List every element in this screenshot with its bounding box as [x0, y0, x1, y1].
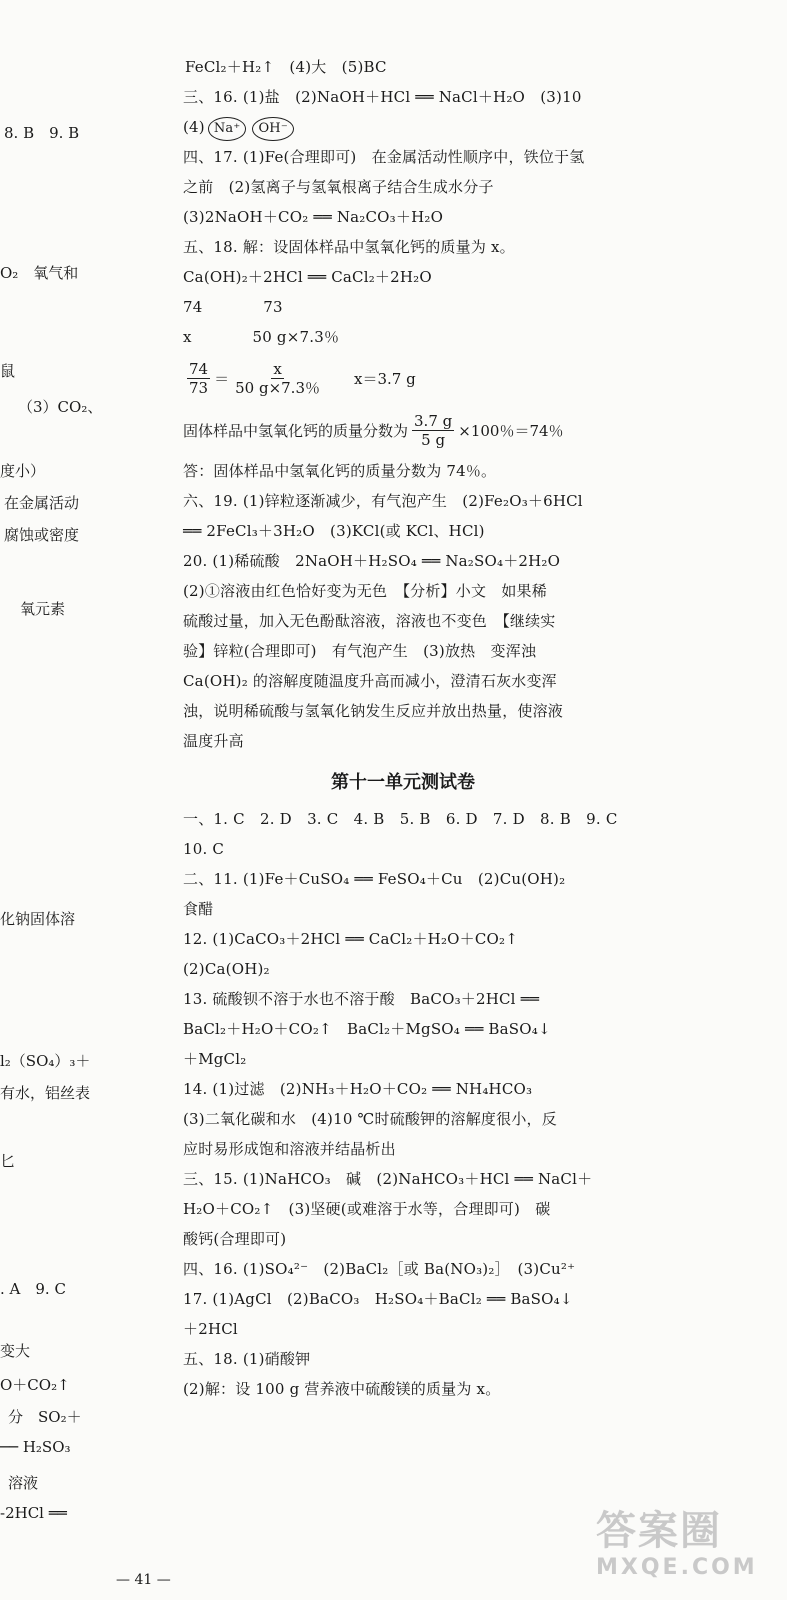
- hydroxide-ion-circle: OH⁻: [252, 117, 293, 141]
- left-fragment: ── H₂SO₃: [0, 1438, 71, 1456]
- sodium-ion-circle: Na⁺: [208, 117, 247, 141]
- answer-line: FeCl₂＋H₂↑ (4)大 (5)BC: [185, 58, 387, 76]
- left-fragment: （3）CO₂、: [18, 398, 103, 416]
- answer-line: 验】锌粒(合理即可) 有气泡产生 (3)放热 变浑浊: [183, 642, 537, 660]
- left-column-fragments: [0, 0, 130, 1600]
- equation-line: 74 73: [183, 298, 283, 316]
- left-fragment: 溶液: [8, 1474, 39, 1492]
- fraction-numerator: x: [273, 359, 282, 378]
- left-fragment: 在金属活动: [4, 494, 80, 512]
- answer-line: 应时易形成饱和溶液并结晶析出: [183, 1140, 396, 1158]
- answer-line: 六、19. (1)锌粒逐渐减少，有气泡产生 (2)Fe₂O₃＋6HCl: [183, 492, 583, 510]
- answer-line: 食醋: [183, 900, 214, 918]
- answer-line: 五、18. (1)硝酸钾: [183, 1350, 311, 1368]
- answer-line: ＋MgCl₂: [183, 1050, 247, 1068]
- fraction: [412, 412, 454, 449]
- answer-line: 13. 硫酸钡不溶于水也不溶于酸 BaCO₃＋2HCl ══: [183, 990, 540, 1008]
- left-fragment: 变大: [0, 1342, 31, 1360]
- left-fragment: 匕: [0, 1152, 16, 1170]
- answer-line: 浊，说明稀硫酸与氢氧化钠发生反应并放出热量，使溶液: [183, 702, 564, 720]
- answer-line: ══ 2FeCl₃＋3H₂O (3)KCl(或 KCl、HCl): [183, 522, 485, 540]
- page-number: — 41 —: [116, 1572, 171, 1588]
- answer-line: 20. (1)稀硫酸 2NaOH＋H₂SO₄ ══ Na₂SO₄＋2H₂O: [183, 552, 561, 570]
- answer-line: BaCl₂＋H₂O＋CO₂↑ BaCl₂＋MgSO₄ ══ BaSO₄↓: [183, 1020, 551, 1038]
- ion-prefix: (4): [183, 118, 205, 136]
- answer-line: 三、15. (1)NaHCO₃ 碱 (2)NaHCO₃＋HCl ══ NaCl＋: [183, 1170, 593, 1188]
- answer-line: (2)解：设 100 g 营养液中硫酸镁的质量为 x。: [183, 1380, 501, 1398]
- answer-line: (2)①溶液由红色恰好变为无色 【分析】小文 如果稀: [183, 582, 547, 600]
- mass-fraction-prefix: 固体样品中氢氧化钙的质量分数为: [183, 421, 409, 440]
- answer-line: 二、11. (1)Fe＋CuSO₄ ══ FeSO₄＋Cu (2)Cu(OH)₂: [183, 870, 566, 888]
- answer-line: 10. C: [183, 840, 225, 858]
- mass-fraction-line: [183, 404, 623, 456]
- fraction-denominator: 50 g×7.3％: [235, 378, 320, 397]
- answer-column: [183, 52, 623, 1404]
- ion-diagram-line: [183, 112, 623, 142]
- left-fragment: . A 9. C: [0, 1280, 66, 1298]
- answer-line: H₂O＋CO₂↑ (3)坚硬(或难溶于水等，合理即可) 碳: [183, 1200, 551, 1218]
- equation-line: x 50 g×7.3％: [183, 328, 340, 346]
- answer-line: (3)2NaOH＋CO₂ ══ Na₂CO₃＋H₂O: [183, 208, 444, 226]
- left-fragment: -2HCl ══: [0, 1504, 67, 1522]
- answer-line: 硫酸过量，加入无色酚酞溶液，溶液也不变色 【继续实: [183, 612, 556, 630]
- fraction-numerator: 3.7 g: [414, 411, 453, 430]
- left-fragment: O＋CO₂↑: [0, 1376, 70, 1394]
- answer-line: 之前 (2)氢离子与氢氧根离子结合生成水分子: [183, 178, 494, 196]
- left-fragment: 8. B 9. B: [4, 124, 80, 142]
- left-fragment: 化钠固体溶: [0, 910, 76, 928]
- section-title: 第十一单元测试卷: [331, 772, 475, 793]
- answer-line: 答：固体样品中氢氧化钙的质量分数为 74％。: [183, 462, 497, 480]
- fraction-numerator: 74: [189, 359, 209, 378]
- equation-result: x＝3.7 g: [354, 369, 416, 388]
- answer-line: 12. (1)CaCO₃＋2HCl ══ CaCl₂＋H₂O＋CO₂↑: [183, 930, 519, 948]
- left-fragment: 分 SO₂＋: [8, 1408, 82, 1426]
- answer-line: 17. (1)AgCl (2)BaCO₃ H₂SO₄＋BaCl₂ ══ BaSO₄↓: [183, 1290, 573, 1308]
- proportion-equation: [183, 352, 623, 404]
- answer-line: 酸钙(合理即可): [183, 1230, 287, 1248]
- left-fragment: 度小）: [0, 462, 46, 480]
- equation-line: Ca(OH)₂＋2HCl ══ CaCl₂＋2H₂O: [183, 268, 432, 286]
- answer-line: 一、1. C 2. D 3. C 4. B 5. B 6. D 7. D 8. B 9. C: [183, 810, 618, 828]
- watermark-logo: [596, 1508, 778, 1592]
- equals-sign: ＝: [214, 369, 230, 388]
- watermark-title: 答案圈: [596, 1508, 722, 1554]
- answer-line: (2)Ca(OH)₂: [183, 960, 270, 978]
- answer-line: Ca(OH)₂ 的溶解度随温度升高而减小，澄清石灰水变浑: [183, 672, 557, 690]
- left-fragment: 腐蚀或密度: [4, 526, 80, 544]
- fraction: [233, 360, 322, 397]
- answer-line: 三、16. (1)盐 (2)NaOH＋HCl ══ NaCl＋H₂O (3)10: [183, 88, 582, 106]
- left-fragment: 氧元素: [20, 600, 66, 618]
- watermark-url: MXQE.COM: [596, 1555, 758, 1580]
- fraction-denominator: 5 g: [421, 430, 446, 449]
- answer-line: 14. (1)过滤 (2)NH₃＋H₂O＋CO₂ ══ NH₄HCO₃: [183, 1080, 533, 1098]
- answer-line: 四、16. (1)SO₄²⁻ (2)BaCl₂［或 Ba(NO₃)₂］ (3)Cu²⁺: [183, 1260, 576, 1278]
- answer-line: 五、18. 解：设固体样品中氢氧化钙的质量为 x。: [183, 238, 515, 256]
- left-fragment: 有水，铝丝表: [0, 1084, 91, 1102]
- answer-line: ＋2HCl: [183, 1320, 238, 1338]
- mass-fraction-suffix: ×100％＝74％: [458, 421, 564, 440]
- answer-line: 四、17. (1)Fe(合理即可) 在金属活动性顺序中，铁位于氢: [183, 148, 585, 166]
- answer-line: (3)二氧化碳和水 (4)10 ℃时硫酸钾的溶解度很小，反: [183, 1110, 557, 1128]
- left-fragment: l₂（SO₄）₃＋: [0, 1052, 91, 1070]
- left-fragment: 鼠: [0, 362, 16, 380]
- fraction-denominator: 73: [189, 378, 209, 397]
- left-fragment: O₂ 氧气和: [0, 264, 79, 282]
- fraction: [187, 360, 210, 397]
- answer-line: 温度升高: [183, 732, 244, 750]
